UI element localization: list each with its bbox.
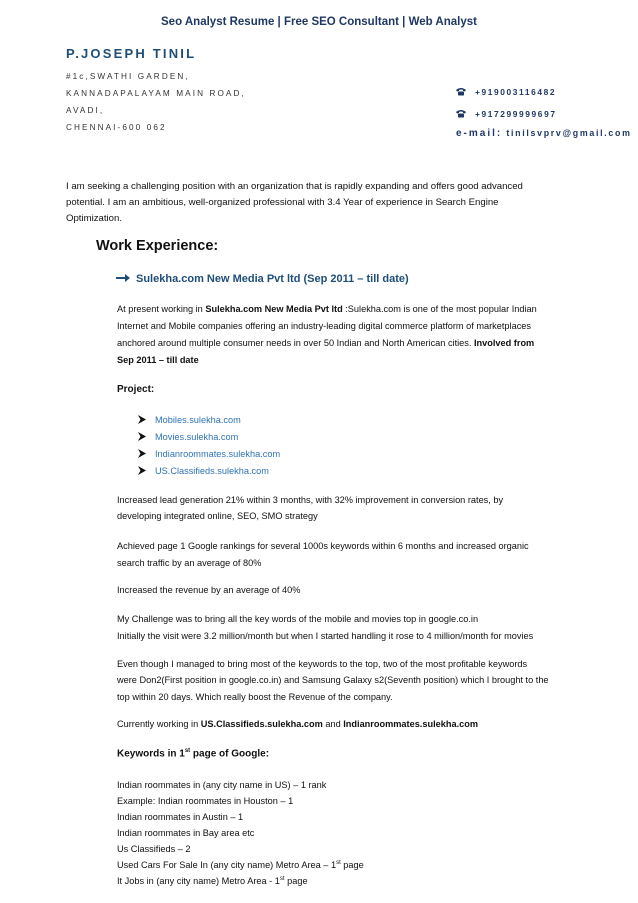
achievement-1-line-1: Increased lead generation 21% within 3 months, with 32% improvement in conversion rates, by bbox=[117, 495, 504, 505]
keyword-7-sup: st bbox=[279, 876, 285, 882]
keywords-heading-sup: st bbox=[184, 748, 191, 754]
work-experience-heading: Work Experience: bbox=[96, 238, 219, 254]
objective-line-2: potential. I am an ambitious, well-organized professional with 3.4 Year of experience in Search Engine bbox=[66, 197, 499, 208]
keyword-5: Us Classifieds – 2 bbox=[117, 844, 191, 854]
bullet-arrow-icon bbox=[138, 466, 146, 475]
keyword-1: Indian roommates in (any city name in US) – 1 rank bbox=[117, 780, 327, 790]
keyword-6-pre: Used Cars For Sale In (any city name) Metro Area – 1 bbox=[117, 860, 337, 871]
project-item bbox=[138, 466, 269, 476]
keyword-7-post: page bbox=[284, 876, 308, 887]
keywords-heading-pre: Keywords in 1 bbox=[117, 748, 185, 760]
keyword-4: Indian roommates in Bay area etc bbox=[117, 828, 255, 838]
bullet-arrow-icon bbox=[138, 432, 146, 441]
intro-line-2: Internet and Mobile companies offering an industry-leading digital commerce platform of marketplaces bbox=[117, 321, 531, 331]
intro-line-4: Sep 2011 – till date bbox=[117, 355, 199, 365]
project-link-3[interactable]: Indianroommates.sulekha.com bbox=[155, 449, 281, 459]
intro-company: Sulekha.com New Media Pvt ltd bbox=[205, 304, 343, 314]
keywords-heading bbox=[117, 748, 269, 759]
keyword-7 bbox=[117, 876, 308, 886]
achievement-3: Increased the revenue by an average of 40% bbox=[117, 585, 301, 595]
achievement-5-line-3: top within 20 days. Which really boost the Revenue of the company. bbox=[117, 692, 393, 702]
achievement-5-line-1: Even though I managed to bring most of the keywords to the top, two of the most profitable keywords bbox=[117, 659, 528, 669]
current-sites bbox=[117, 716, 587, 733]
phone-2-text: +917299999697 bbox=[475, 109, 557, 119]
address-line-3: AVADI, bbox=[66, 106, 105, 115]
candidate-name: P.JOSEPH TINIL bbox=[66, 46, 197, 61]
keyword-6-post: page bbox=[340, 860, 364, 871]
project-link-1[interactable]: Mobiles.sulekha.com bbox=[155, 415, 241, 425]
email-address[interactable]: tinilsvprv@gmail.com bbox=[506, 128, 632, 138]
keyword-2: Example: Indian roommates in Houston – 1 bbox=[117, 796, 294, 806]
achievement-4-line-1: My Challenge was to bring all the key words of the mobile and movies top in google.co.in bbox=[117, 614, 479, 624]
email-label: e-mail: bbox=[456, 128, 503, 139]
objective-line-1: I am seeking a challenging position with an organization that is rapidly expanding and offers good advanced bbox=[66, 181, 523, 192]
keyword-6 bbox=[117, 860, 364, 870]
project-item bbox=[138, 432, 238, 442]
achievement-4-line-2: Initially the visit were 3.2 million/month but when I started handling it rose to 4 million/month for movies bbox=[117, 631, 534, 641]
bullet-arrow-icon bbox=[138, 449, 146, 458]
keyword-3: Indian roommates in Austin – 1 bbox=[117, 812, 244, 822]
intro-line-3 bbox=[117, 335, 587, 352]
keyword-6-sup: st bbox=[336, 860, 341, 866]
current-pre: Currently working in bbox=[117, 719, 201, 729]
job-title bbox=[116, 273, 409, 285]
keywords-heading-post: page of Google: bbox=[190, 748, 270, 760]
project-item bbox=[138, 415, 241, 425]
intro-mid: :Sulekha.com is one of the most popular Indian bbox=[342, 304, 537, 314]
keyword-7-pre: It Jobs in (any city name) Metro Area - 1 bbox=[117, 876, 280, 887]
email bbox=[456, 128, 632, 139]
achievement-5-line-2: were Don2(First position in google.co.in) and Samsung Galaxy s2(Seventh position) which I brought to the bbox=[117, 675, 549, 685]
current-site-2: Indianroommates.sulekha.com bbox=[343, 719, 479, 729]
project-heading: Project: bbox=[117, 384, 155, 395]
address-line-2: KANNADAPALAYAM MAIN ROAD, bbox=[66, 89, 246, 98]
intro-line-3b: Involved from bbox=[473, 338, 535, 348]
objective-line-3: Optimization. bbox=[66, 213, 122, 224]
current-and: and bbox=[322, 719, 344, 729]
project-link-4[interactable]: US.Classifieds.sulekha.com bbox=[155, 466, 269, 476]
intro-line-3a: anchored around multiple consumer needs in over 50 Indian and North American cities. bbox=[117, 338, 474, 348]
project-link-2[interactable]: Movies.sulekha.com bbox=[155, 432, 239, 442]
achievement-1-line-2: developing integrated online, SEO, SMO strategy bbox=[117, 511, 318, 521]
current-site-1: US.Classifieds.sulekha.com bbox=[200, 719, 323, 729]
phone-1-text: +919003116482 bbox=[475, 87, 557, 97]
bullet-arrow-icon bbox=[138, 415, 146, 424]
phone-icon bbox=[455, 87, 467, 96]
address-line-1: #1c,SWATHI GARDEN, bbox=[66, 72, 190, 81]
achievement-2-line-2: search traffic by an average of 80% bbox=[117, 558, 262, 568]
job-title-text: Sulekha.com New Media Pvt ltd (Sep 2011 – till date) bbox=[136, 273, 409, 285]
phone-1 bbox=[455, 87, 556, 97]
intro-pre: At present working in bbox=[117, 304, 206, 314]
achievement-2-line-1: Achieved page 1 Google rankings for several 1000s keywords within 6 months and increased organic bbox=[117, 541, 529, 551]
address-line-4: CHENNAI-600 062 bbox=[66, 123, 167, 132]
document-header: Seo Analyst Resume | Free SEO Consultant | Web Analyst bbox=[161, 16, 477, 28]
arrow-right-icon bbox=[116, 273, 130, 283]
phone-2 bbox=[455, 109, 557, 119]
project-item bbox=[138, 449, 280, 459]
intro-line-1 bbox=[117, 301, 587, 318]
phone-icon bbox=[455, 109, 467, 118]
